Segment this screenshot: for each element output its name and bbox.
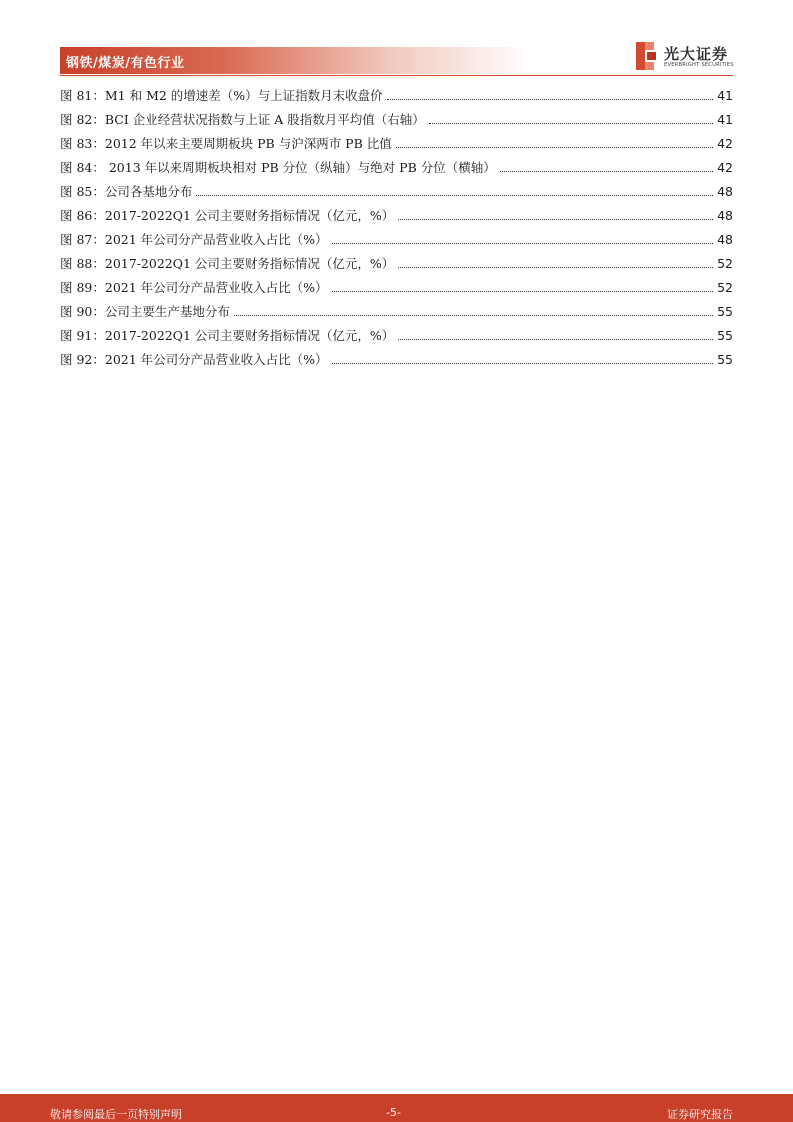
toc-entry[interactable] [60,134,733,158]
brand-name-cn: 光大证券 [664,45,729,63]
section-label: 钢铁/煤炭/有色行业 [66,56,185,71]
toc-entry[interactable] [60,350,733,374]
toc-entry[interactable] [60,278,733,302]
footer-report-type: 证券研究报告 [667,1108,733,1121]
toc-leader [398,327,713,340]
toc-page: 52 [717,256,733,271]
toc-leader [398,255,713,268]
brand-logo [636,40,736,72]
toc-entry[interactable] [60,182,733,206]
toc-entry[interactable] [60,230,733,254]
toc-label: 图 88：2017-2022Q1 公司主要财务指标情况（亿元，%） [60,256,395,271]
footer-page-number: -5- [386,1106,401,1119]
toc-label: 图 87：2021 年公司分产品营业收入占比（%） [60,232,328,247]
footer-disclaimer: 敬请参阅最后一页特别声明 [50,1108,182,1121]
toc-label: 图 81：M1 和 M2 的增速差（%）与上证指数月末收盘价 [60,88,383,103]
header-rule [60,75,733,76]
toc-label: 图 90：公司主要生产基地分布 [60,304,230,319]
toc-label: 图 85：公司各基地分布 [60,184,193,199]
toc-leader [429,111,713,124]
toc-page: 52 [717,280,733,295]
toc-leader [398,207,713,220]
toc-leader [500,159,713,172]
toc-page: 42 [717,136,733,151]
toc-label: 图 82：BCI 企业经营状况指数与上证 A 股指数月平均值（右轴） [60,112,425,127]
toc-entry[interactable] [60,326,733,350]
toc-page: 41 [717,88,733,103]
toc-page: 55 [717,352,733,367]
toc-label: 图 83：2012 年以来主要周期板块 PB 与沪深两市 PB 比值 [60,136,392,151]
toc-page: 48 [717,208,733,223]
toc-page: 41 [717,112,733,127]
toc-entry[interactable] [60,206,733,230]
toc-label: 图 91：2017-2022Q1 公司主要财务指标情况（亿元，%） [60,328,395,343]
toc-page: 42 [717,160,733,175]
toc-label: 图 84： 2013 年以来周期板块相对 PB 分位（纵轴）与绝对 PB 分位（横轴） [60,160,496,175]
toc-entry[interactable] [60,86,733,110]
toc-entry[interactable] [60,302,733,326]
toc-page: 48 [717,184,733,199]
toc-label: 图 86：2017-2022Q1 公司主要财务指标情况（亿元，%） [60,208,395,223]
brand-logo-icon [636,42,656,70]
toc-entry[interactable] [60,110,733,134]
toc-leader [396,135,713,148]
toc-leader [387,87,713,100]
toc-leader [234,303,713,316]
toc-leader [332,231,714,244]
toc-entry[interactable] [60,254,733,278]
toc-page: 48 [717,232,733,247]
toc-page: 55 [717,304,733,319]
toc-entry[interactable] [60,158,733,182]
toc-leader [196,183,713,196]
toc-label: 图 89：2021 年公司分产品营业收入占比（%） [60,280,328,295]
toc-page: 55 [717,328,733,343]
toc-leader [332,351,714,364]
brand-name-en: EVERBRIGHT SECURITIES [664,62,734,68]
toc-leader [332,279,714,292]
figure-list [60,86,733,374]
toc-label: 图 92：2021 年公司分产品营业收入占比（%） [60,352,328,367]
